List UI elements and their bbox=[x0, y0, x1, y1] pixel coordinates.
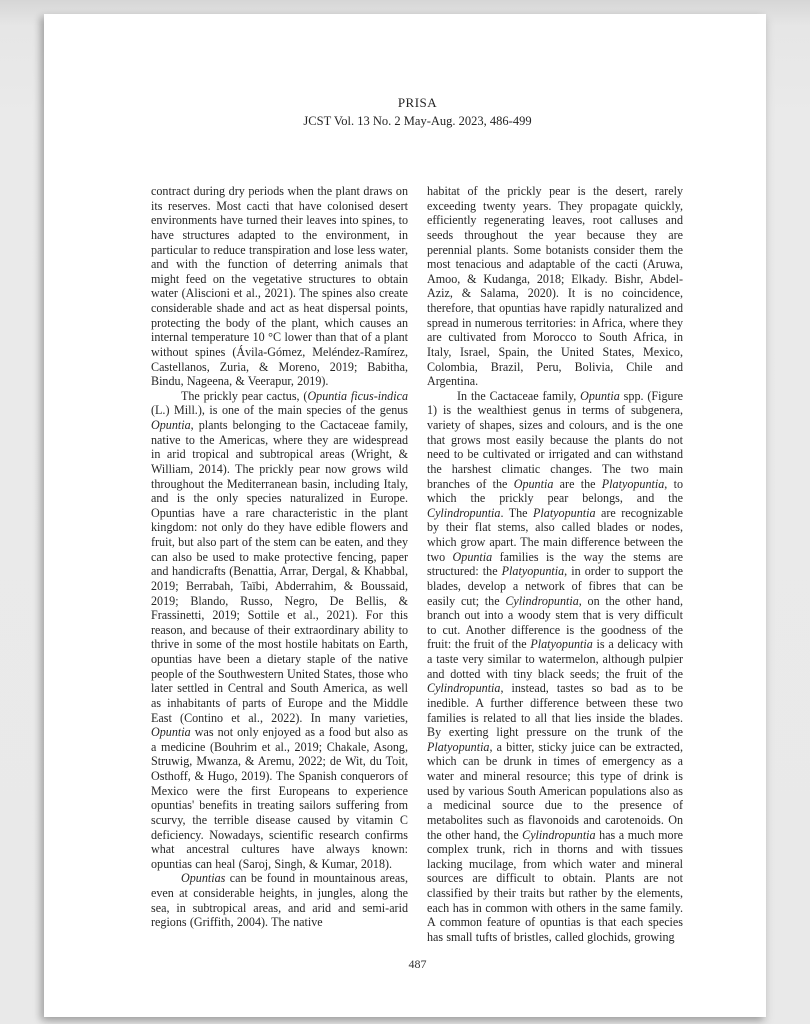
text-run: has a much more complex trunk, rich in thorns and with tissues lacking mucilage, from which water and mineral sources are difficult to obtain. Plants are not classified by their traits but rather by the elements, each has in common with others in the same family. A common feature of opuntias is that each species has small tufts of bristles, called glochids, growing bbox=[427, 827, 683, 944]
paragraph bbox=[427, 184, 683, 389]
text-run: habitat of the prickly pear is the desert, rarely exceeding twenty years. They propagate quickly, efficiently regenerating leaves, root calluses and seeds throughout the year because they are perennial plants. Some botanists consider them the most tenacious and adaptable of the cacti (Aruwa, Amoo, & Kudanga, 2018; Elkady. Bishr, Abdel-Aziz, & Salama, 2020). It is no coincidence, therefore, that opuntias have rapidly naturalized and spread in numerous territories: in Africa, where they are cultivated from Morocco to South Africa, in Italy, Israel, Spain, the United States, Mexico, Colombia, Brazil, Peru, Bolivia, Chile and Argentina. bbox=[427, 184, 683, 389]
text-run: In the Cactaceae family, bbox=[457, 388, 581, 403]
italic-text-run: Platyopuntia bbox=[501, 564, 565, 579]
text-run: is a delicacy with a taste very similar to watermelon, although pulpier and dotted with tiny black seeds; the fruit of the bbox=[427, 637, 683, 681]
text-run: are the bbox=[553, 476, 602, 491]
text-run: are recognizable by their flat stems, also called blades or nodes, which grow apart. The main difference between the two bbox=[427, 505, 683, 564]
italic-text-run: Opuntia bbox=[513, 476, 554, 491]
text-run: can be found in mountainous areas, even at considerable heights, in jungles, along the sea, in subtropical areas, and arid and semi-arid regions (Griffith, 2004). The native bbox=[151, 871, 408, 930]
text-run: The prickly pear cactus, ( bbox=[181, 388, 308, 403]
text-run: , to which the prickly pear belongs, and the bbox=[427, 476, 683, 506]
left-column bbox=[151, 184, 408, 952]
journal-issue-line: JCST Vol. 13 No. 2 May-Aug. 2023, 486-499 bbox=[303, 114, 532, 128]
italic-text-run: Opuntia ficus-indica bbox=[307, 388, 408, 403]
italic-text-run: Platyopuntia bbox=[533, 505, 596, 520]
italic-text-run: Opuntias bbox=[181, 871, 226, 886]
paper-page bbox=[44, 14, 766, 1017]
italic-text-run: Opuntia bbox=[151, 418, 191, 432]
paragraph bbox=[151, 184, 408, 389]
italic-text-run: Opuntia bbox=[580, 388, 620, 403]
text-run: , a bitter, sticky juice can be extracted, which can be drunk in times of emergency as a water and mineral resource; this type of drink is used by various South American populations also as a medicinal source due to the presence of metabolites such as flavonoids and carotenoids. On the other hand, the bbox=[427, 739, 683, 842]
page-number: 487 bbox=[408, 957, 427, 971]
text-run: was not only enjoyed as a food but also as a medicine (Bouhrim et al., 2019; Chakale, Asong, Struwig, Mwanza, & Aremu, 2022; de Wit, du Toit, Osthoff, & Hugo, 2019). The Spanish conquerors of Mexico were the first Europeans to experience opuntias' benefits in treating sailors suffering from scurvy, the terrible disease caused by vitamin C deficiency. Nowadays, scientific research confirms what ancestral cultures have always known: opuntias can heal (Saroj, Singh, & Kumar, 2018). bbox=[151, 725, 408, 871]
paragraph bbox=[427, 389, 683, 945]
italic-text-run: Platyopuntia bbox=[530, 637, 593, 652]
journal-title: PRISA bbox=[397, 95, 438, 110]
text-run: , in order to support the blades, develop a network of fibres that can be easily cut; the bbox=[427, 564, 683, 608]
right-column bbox=[427, 184, 683, 952]
italic-text-run: Opuntia bbox=[151, 725, 191, 740]
italic-text-run: Platyopuntia bbox=[601, 476, 665, 491]
italic-text-run: Cylindropuntia bbox=[505, 593, 579, 608]
italic-text-run: Opuntia bbox=[452, 549, 493, 564]
paragraph bbox=[151, 871, 408, 930]
text-columns bbox=[151, 184, 684, 952]
italic-text-run: Platyopuntia bbox=[427, 739, 490, 754]
text-run: , on the other hand, branch out into a woody stem that is very difficult to cut. Another difference is the goodness of the fruit: the fruit of the bbox=[427, 593, 683, 652]
text-run: (L.) Mill.), is one of the main species of the genus bbox=[151, 403, 408, 418]
page-footer bbox=[151, 957, 684, 972]
italic-text-run: Cylindropuntia bbox=[522, 827, 596, 842]
text-run: , instead, tastes so bad as to be inedible. A further difference between these two families is related to all that lies inside the blades. By exerting light pressure on the trunk of the bbox=[427, 681, 683, 740]
paragraph bbox=[151, 389, 408, 872]
text-run: , plants belonging to the Cactaceae family, native to the Americas, where they are widespread in arid tropical and subtropical areas (Wright, & William, 2014). The prickly pear now grows wild throughout the Mediterranean basin, including Italy, and is the only species naturalized in Europe. Opuntias have a rare characteristic in the plant kingdom: not only do they have edible flowers and fruit, but also part of the stem can be eaten, and they can also be used to make protective fencing, paper and handicrafts (Benattia, Arrar, Dergal, & Khabbal, 2019; Berrabah, Taïbi, Abderrahim, & Boussaid, 2019; Blando, Russo, Negro, De Bellis, & Frassinetti, 2019; Sottile et al., 2021). For this reason, and because of their extraordinary ability to thrive in some of the most hostile habitats on Earth, opuntias have been a dietary staple of the native people of the Southwestern United States, those who later settled in Central and South America, as well as inhabitants of parts of Europe and the Middle East (Contino et al., 2022). In many varieties, bbox=[151, 418, 408, 725]
text-run: contract during dry periods when the plant draws on its reserves. Most cacti that have colonised desert environments have turned their leaves into spines, to have structures adapted to the environment, in particular to reduce transpiration and lose less water, and with the function of deterring animals that might feed on the vegetative structures to obtain water (Aliscioni et al., 2021). The spines also create considerable shade and act as heat dispersal points, protecting the body of the plant, which causes an internal temperature 10 °C lower than that of a plant without spines (Ávila-Gómez, Meléndez-Ramírez, Castellanos, Zuria, & Moreno, 2019; Babitha, Bindu, Nageena, & Veerapur, 2019). bbox=[151, 184, 408, 389]
page-header bbox=[151, 94, 684, 130]
text-run: . The bbox=[500, 505, 534, 520]
italic-text-run: Cylindropuntia bbox=[427, 681, 501, 696]
text-run: spp. (Figure 1) is the wealthiest genus in terms of subgenera, variety of shapes, sizes and colours, and is the one that grows most easily because the plants do not need to be cultivated or irrigated and can withstand the harshest climatic changes. The two main branches of the bbox=[427, 388, 683, 491]
text-run: families is the way the stems are structured: the bbox=[427, 549, 683, 579]
italic-text-run: Cylindropuntia bbox=[427, 505, 501, 520]
